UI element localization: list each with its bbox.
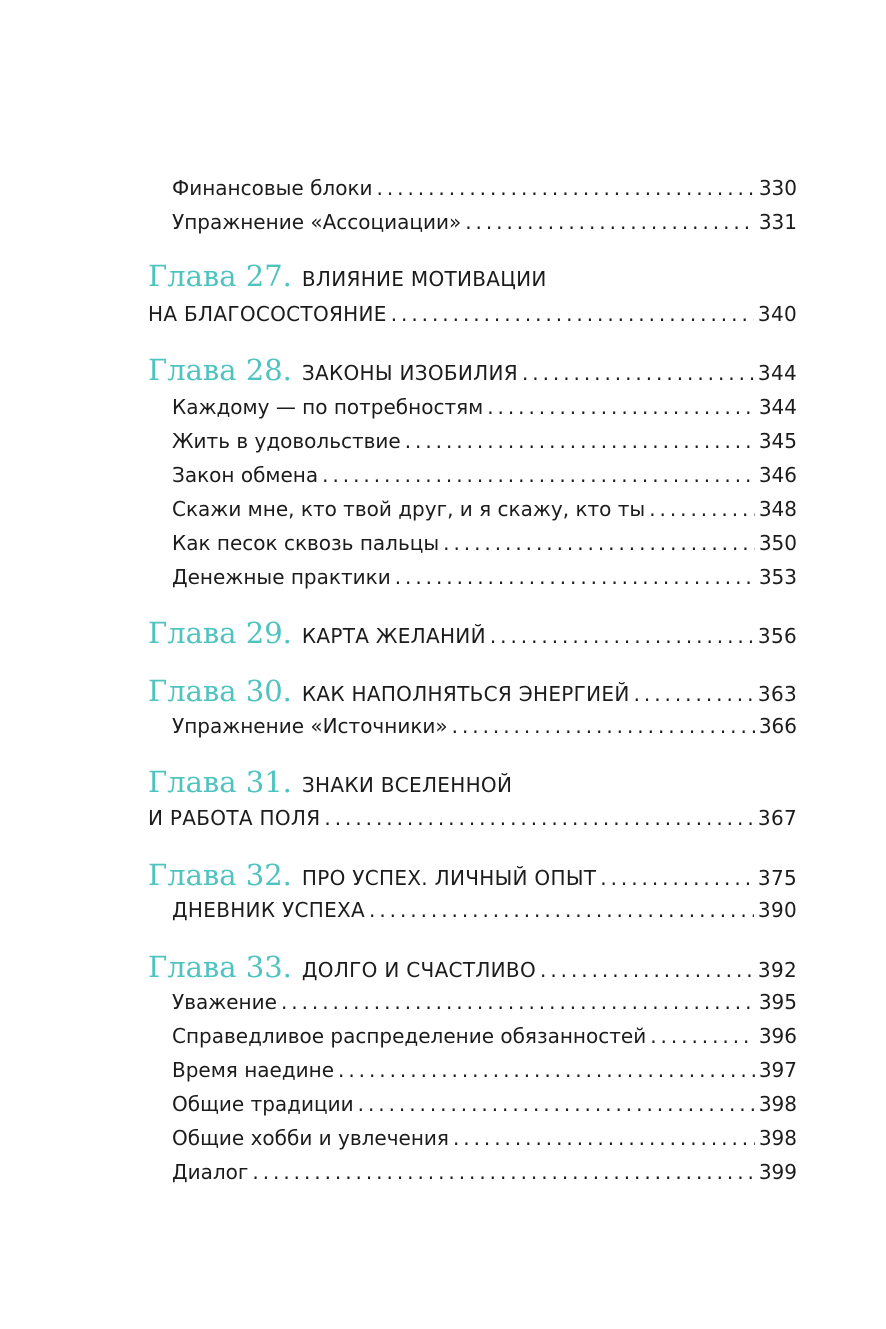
dot-leader: [452, 714, 755, 738]
toc-entry-label: Общие хобби и увлечения: [172, 1126, 449, 1150]
chapter-heading-30: [148, 674, 797, 708]
chapter-number: Глава 27.: [148, 259, 292, 293]
toc-entry-page: 399: [758, 1160, 797, 1184]
chapter-number: Глава 32.: [148, 858, 292, 892]
dot-leader: [358, 1092, 755, 1116]
toc-entry-page: 353: [758, 565, 797, 589]
toc-entry-label: Денежные практики: [172, 565, 391, 589]
chapter-heading-28: [148, 353, 797, 387]
dot-leader: [252, 1160, 754, 1184]
toc-entry: [172, 531, 797, 555]
toc-entry-page: 392: [757, 958, 797, 982]
dot-leader: [324, 806, 754, 830]
toc-entry-label: Справедливое распределение обязанностей: [172, 1024, 647, 1048]
toc-entry: [172, 210, 797, 234]
toc-entry-page: 390: [757, 898, 797, 922]
toc-entry-label: Диалог: [172, 1160, 249, 1184]
chapter-number: Глава 28.: [148, 353, 292, 387]
toc-entry-page: 363: [757, 682, 797, 706]
toc-entry-label: Время наедине: [172, 1058, 335, 1082]
toc-entry: [172, 990, 797, 1014]
chapter-title-line2: И РАБОТА ПОЛЯ: [148, 806, 321, 830]
toc-entry: [172, 429, 797, 453]
toc-entry-page: 330: [758, 176, 797, 200]
dot-leader: [395, 565, 755, 589]
chapter-title: КАРТА ЖЕЛАНИЙ: [301, 624, 486, 648]
toc-entry-label: Общие традиции: [172, 1092, 354, 1116]
toc-entry-page: 395: [758, 990, 797, 1014]
toc-entry: [172, 176, 797, 200]
toc-entry-page: 366: [758, 714, 797, 738]
dot-leader: [443, 531, 755, 555]
chapter-title-line1: ЗНАКИ ВСЕЛЕННОЙ: [301, 773, 513, 797]
toc-entry-label: Упражнение «Источники»: [172, 714, 448, 738]
chapter-number: Глава 29.: [148, 616, 292, 650]
chapter-heading-33: [148, 950, 797, 984]
dot-leader: [634, 682, 754, 706]
toc-entry-label: Закон обмена: [172, 463, 319, 487]
dot-leader: [405, 429, 755, 453]
dot-leader: [369, 898, 754, 922]
chapter-title-line2: НА БЛАГОСОСТОЯНИЕ: [148, 302, 387, 326]
toc-entry-page: 340: [757, 302, 797, 326]
chapter-number: Глава 31.: [148, 765, 292, 799]
dot-leader: [322, 463, 755, 487]
toc-entry-label: Как песок сквозь пальцы: [172, 531, 440, 555]
toc-entry-page: 398: [758, 1126, 797, 1150]
toc-entry: [172, 565, 797, 589]
toc-entry-label: Финансовые блоки: [172, 176, 373, 200]
toc-entry-page: 348: [758, 497, 797, 521]
chapter-title: КАК НАПОЛНЯТЬСЯ ЭНЕРГИЕЙ: [301, 682, 630, 706]
toc-entry-label: Упражнение «Ассоциации»: [172, 210, 462, 234]
chapter-heading-29: [148, 616, 797, 650]
chapter-heading-32: [148, 858, 797, 892]
chapter-number: Глава 33.: [148, 950, 292, 984]
toc-entry-page: 398: [758, 1092, 797, 1116]
toc-entry-page: 331: [758, 210, 797, 234]
dot-leader: [338, 1058, 755, 1082]
dot-leader: [649, 497, 755, 521]
toc-entry-page: 375: [757, 866, 797, 890]
toc-entry-page: 346: [758, 463, 797, 487]
chapter-number: Глава 30.: [148, 674, 292, 708]
toc-entry: [172, 395, 797, 419]
toc-entry-page: 396: [758, 1024, 797, 1048]
dot-leader: [377, 176, 755, 200]
toc-entry: [172, 497, 797, 521]
toc-entry: [172, 1024, 797, 1048]
toc-entry: [172, 898, 797, 922]
toc-entry-page: 356: [757, 624, 797, 648]
dot-leader: [522, 361, 754, 385]
toc-entry: [148, 302, 797, 326]
toc-entry: [172, 1126, 797, 1150]
toc-entry-page: 344: [757, 361, 797, 385]
toc-entry-label: ДНЕВНИК УСПЕХА: [172, 898, 365, 922]
dot-leader: [465, 210, 755, 234]
toc-entry: [172, 1092, 797, 1116]
chapter-title-line1: ВЛИЯНИЕ МОТИВАЦИИ: [301, 267, 547, 291]
chapter-title: ПРО УСПЕХ. ЛИЧНЫЙ ОПЫТ: [301, 866, 597, 890]
toc-entry-label: Скажи мне, кто твой друг, и я скажу, кто ты: [172, 497, 646, 521]
toc-entry: [172, 714, 797, 738]
dot-leader: [600, 866, 754, 890]
toc-entry-page: 367: [757, 806, 797, 830]
toc-entry: [172, 463, 797, 487]
toc-entry: [148, 806, 797, 830]
dot-leader: [540, 958, 754, 982]
toc-entry-label: Жить в удовольствие: [172, 429, 401, 453]
dot-leader: [487, 395, 755, 419]
dot-leader: [453, 1126, 755, 1150]
toc-entry-page: 345: [758, 429, 797, 453]
dot-leader: [490, 624, 754, 648]
chapter-heading-31: [148, 765, 512, 799]
dot-leader: [391, 302, 754, 326]
toc-entry-page: 344: [758, 395, 797, 419]
toc-entry: [172, 1160, 797, 1184]
toc-entry-page: 350: [758, 531, 797, 555]
chapter-title: ЗАКОНЫ ИЗОБИЛИЯ: [301, 361, 518, 385]
toc-entry-label: Уважение: [172, 990, 277, 1014]
dot-leader: [650, 1024, 755, 1048]
dot-leader: [281, 990, 755, 1014]
toc-entry-page: 397: [758, 1058, 797, 1082]
toc-entry-label: Каждому — по потребностям: [172, 395, 484, 419]
chapter-heading-27: [148, 259, 547, 293]
chapter-title: ДОЛГО И СЧАСТЛИВО: [301, 958, 536, 982]
toc-entry: [172, 1058, 797, 1082]
